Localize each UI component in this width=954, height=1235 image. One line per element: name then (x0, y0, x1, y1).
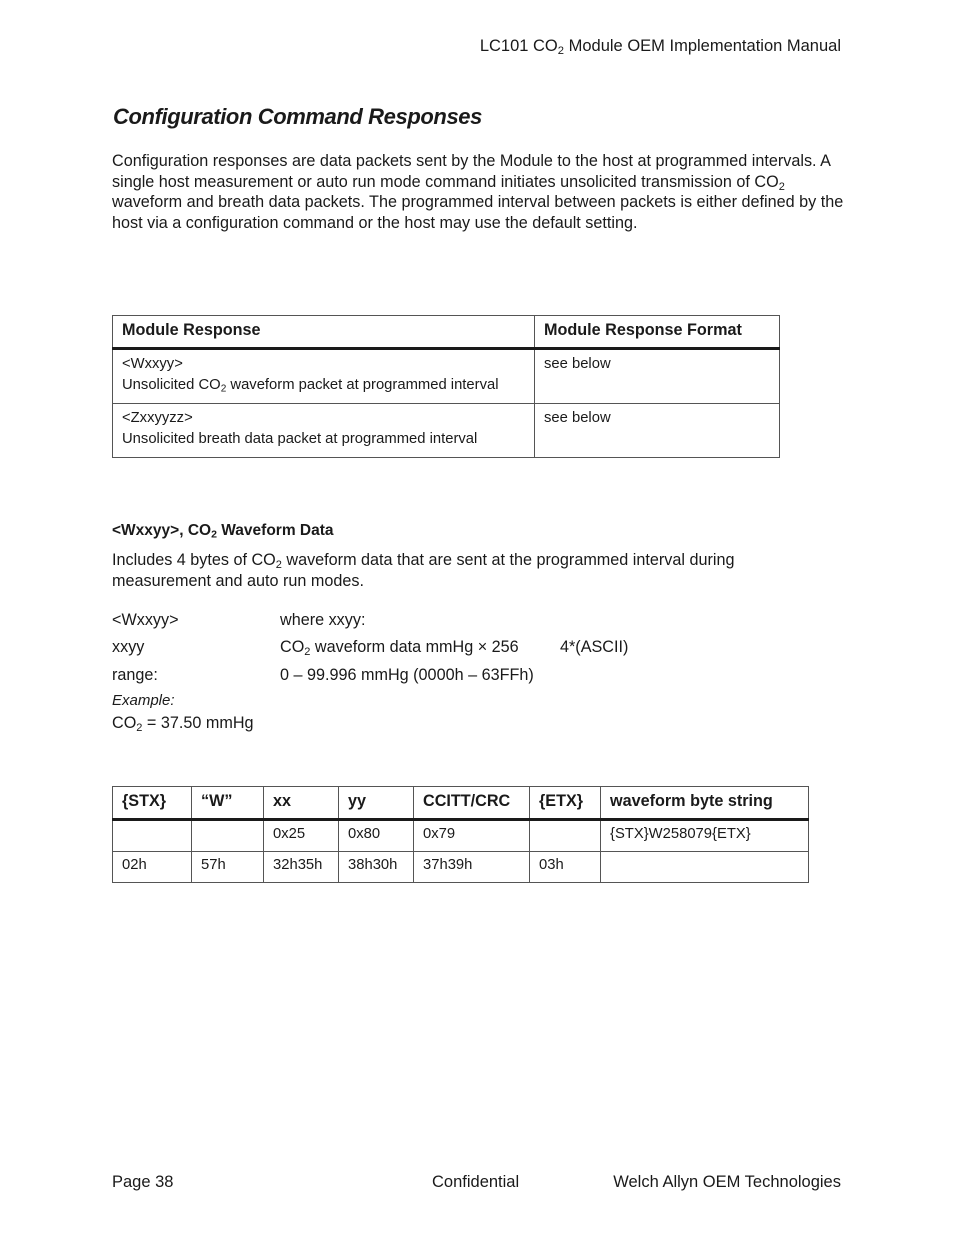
table-row (113, 404, 780, 458)
intro-paragraph: Configuration responses are data packets sent by the Module to the host at programmed intervals. A single host measurement or auto run mode command initiates unsolicited transmission of $CO_2$ waveform and breath data packets. The programmed interval between packets is either defined by the host via a configuration command or the host may use the default setting. (112, 152, 844, 232)
definition-format: 4*(ASCII) (560, 638, 629, 656)
table-cell (601, 852, 809, 883)
column-header: CCITT/CRC (414, 787, 530, 820)
example-label: Example: (112, 692, 175, 709)
waveform-packet-table (112, 786, 809, 883)
definition-label: <Wxxyy> (112, 611, 179, 629)
table-cell: 37h39h (414, 852, 530, 883)
footer-company: Welch Allyn OEM Technologies (613, 1173, 841, 1191)
column-header: {STX} (113, 787, 192, 820)
definition-label: range: (112, 666, 158, 684)
example-value: $CO_2 = 37.50$ mmHg (112, 714, 254, 734)
table-cell: 57h (192, 852, 264, 883)
table-cell (192, 820, 264, 852)
running-header: LC101 $CO_2$ Module OEM Implementation Manual (479, 37, 841, 57)
table-cell: 0x25 (264, 820, 339, 852)
response-command: <Zxxyyzz> (122, 410, 193, 426)
table-row (113, 820, 809, 852)
table-cell: 0x80 (339, 820, 414, 852)
column-header: yy (339, 787, 414, 820)
subsection-heading: <Wxxyy>, $CO_2$ Waveform Data (112, 522, 334, 541)
column-header: waveform byte string (601, 787, 809, 820)
definition-value: 0 – 99.996 mmHg (0000h – 63FFh) (280, 666, 534, 684)
column-header: “W” (192, 787, 264, 820)
response-command: <Wxxyy> (122, 356, 183, 372)
response-description: Unsolicited breath data packet at programmed interval (122, 430, 478, 447)
table-cell (113, 349, 535, 404)
footer-confidential: Confidential (432, 1173, 520, 1191)
table-cell (113, 820, 192, 852)
table-cell (530, 820, 601, 852)
table-cell: 0x79 (414, 820, 530, 852)
section-heading: Configuration Command Responses (113, 104, 482, 129)
table-cell (113, 404, 535, 458)
table-row (113, 349, 780, 404)
table-header-row (113, 787, 809, 820)
table-header-row (113, 316, 780, 349)
table-cell: {STX}W258079{ETX} (601, 820, 809, 852)
column-header: Module Response (113, 316, 535, 349)
table-cell: 32h35h (264, 852, 339, 883)
table-cell: see below (535, 349, 780, 404)
definition-label: xxyy (112, 638, 145, 656)
table-row (113, 852, 809, 883)
table-cell: see below (535, 404, 780, 458)
column-header: xx (264, 787, 339, 820)
definition-value: $CO_2$ waveform data mmHg × 256 (280, 638, 519, 658)
column-header: {ETX} (530, 787, 601, 820)
table-cell: 38h30h (339, 852, 414, 883)
module-response-table (112, 315, 780, 458)
waveform-intro: Includes 4 bytes of $CO_2$ waveform data that are sent at the programmed interval during measurement and auto run modes. (112, 551, 735, 590)
column-header: Module Response Format (535, 316, 780, 349)
footer-page-number: Page 38 (112, 1173, 174, 1191)
table-cell: 02h (113, 852, 192, 883)
definition-value: where xxyy: (280, 611, 366, 629)
table-cell: 03h (530, 852, 601, 883)
response-description: Unsolicited $CO_2$ waveform packet at programmed interval (122, 376, 499, 395)
